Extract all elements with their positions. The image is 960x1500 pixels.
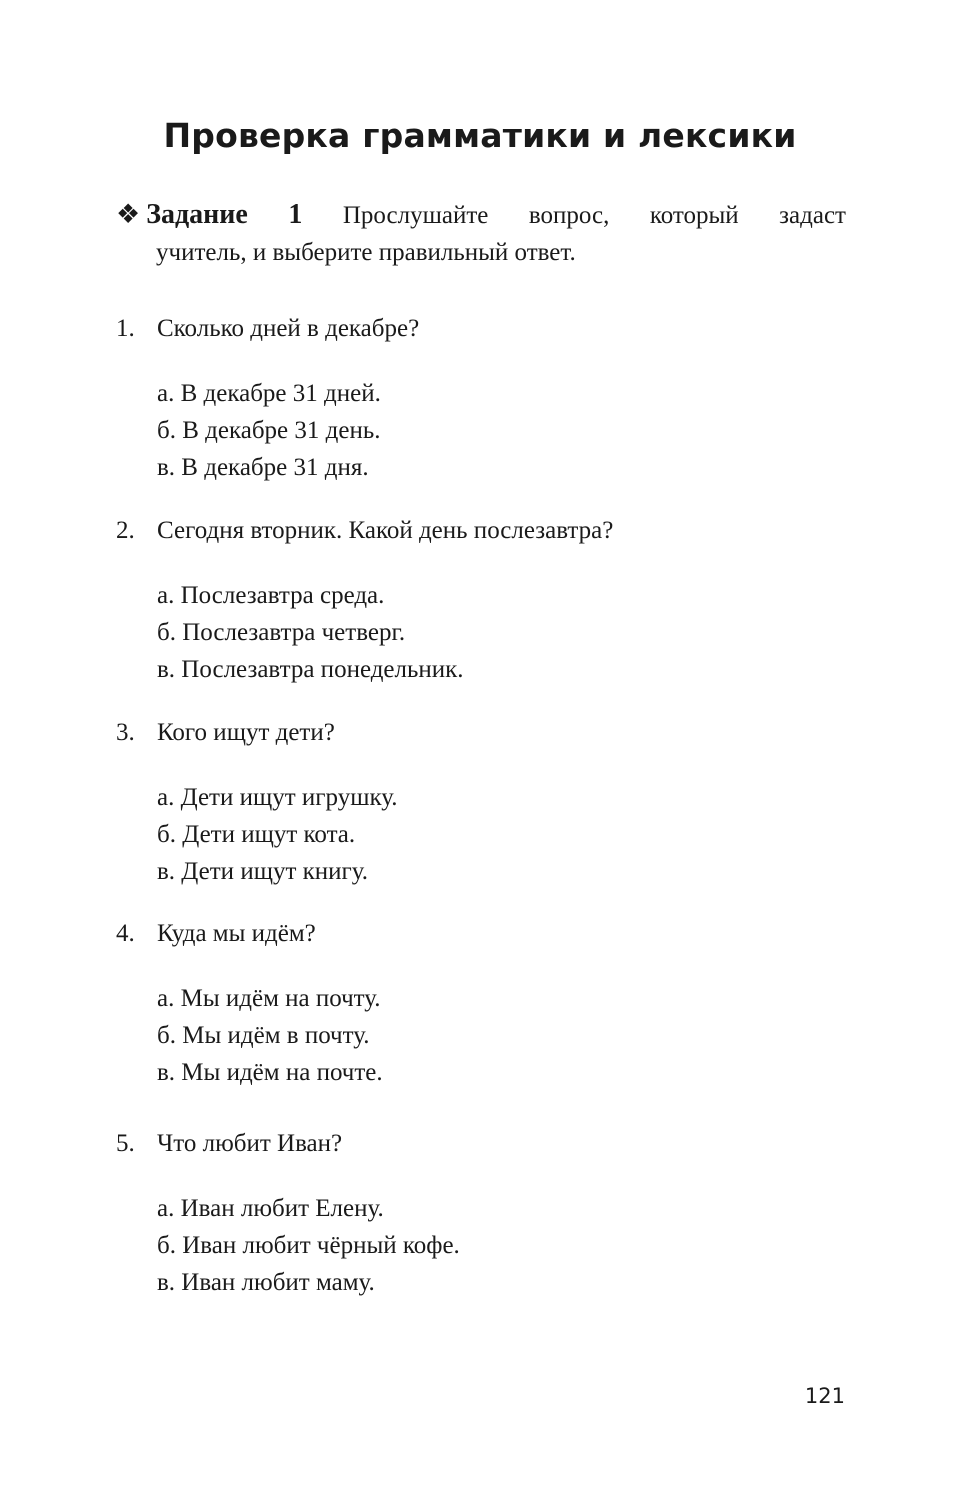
answer-option[interactable]: а. Дети ищут игрушку. <box>157 784 398 811</box>
question-text: Куда мы идём? <box>157 920 316 947</box>
question-number: 1. <box>116 315 135 342</box>
answer-option[interactable]: а. Послезавтра среда. <box>157 582 385 609</box>
question-number: 2. <box>116 517 135 544</box>
question-4 <box>116 915 846 1091</box>
answer-option[interactable]: в. Мы идём на почте. <box>157 1059 383 1086</box>
question-number: 4. <box>116 920 135 947</box>
answer-option[interactable]: б. В декабре 31 день. <box>157 417 381 444</box>
question-text: Сегодня вторник. Какой день послезавтра? <box>157 517 614 544</box>
answer-options <box>116 1190 846 1301</box>
question-number: 5. <box>116 1130 135 1157</box>
answer-option[interactable]: б. Мы идём в почту. <box>157 1022 370 1049</box>
question-3 <box>116 714 846 890</box>
answer-options <box>116 375 846 486</box>
task-word: который <box>649 202 739 229</box>
task-word: Прослушайте <box>342 202 489 229</box>
answer-option[interactable]: а. Иван любит Елену. <box>157 1195 384 1222</box>
answer-option[interactable]: в. Послезавтра понедельник. <box>157 656 464 683</box>
question-2 <box>116 512 846 688</box>
answer-option[interactable]: а. В декабре 31 дней. <box>157 380 381 407</box>
answer-option[interactable]: а. Мы идём на почту. <box>157 985 381 1012</box>
page-number: 121 <box>804 1384 845 1408</box>
question-text: Что любит Иван? <box>157 1130 343 1157</box>
answer-options <box>116 980 846 1091</box>
task-heading: Задание <box>146 199 248 230</box>
question-1 <box>116 310 846 486</box>
task-line-1 <box>116 196 846 234</box>
page-title: Проверка грамматики и лексики <box>163 116 797 155</box>
task-label <box>116 196 248 234</box>
answer-options <box>116 779 846 890</box>
question-text: Кого ищут дети? <box>157 719 335 746</box>
question-5 <box>116 1125 846 1301</box>
task-line-2: учитель, и выберите правильный ответ. <box>156 239 576 266</box>
answer-option[interactable]: б. Послезавтра четверг. <box>157 619 406 646</box>
task-instructions <box>116 196 846 271</box>
answer-options <box>116 577 846 688</box>
task-word: задаст <box>779 202 846 229</box>
task-word: вопрос, <box>528 202 610 229</box>
question-number: 3. <box>116 719 135 746</box>
answer-option[interactable]: б. Иван любит чёрный кофе. <box>157 1232 460 1259</box>
answer-option[interactable]: в. Иван любит маму. <box>157 1269 375 1296</box>
answer-option[interactable]: в. В декабре 31 дня. <box>157 454 369 481</box>
answer-option[interactable]: б. Дети ищут кота. <box>157 821 356 848</box>
diamond-bullet-icon: ❖ <box>116 199 141 229</box>
task-number: 1 <box>288 199 303 230</box>
answer-option[interactable]: в. Дети ищут книгу. <box>157 858 369 885</box>
question-text: Сколько дней в декабре? <box>157 315 420 342</box>
